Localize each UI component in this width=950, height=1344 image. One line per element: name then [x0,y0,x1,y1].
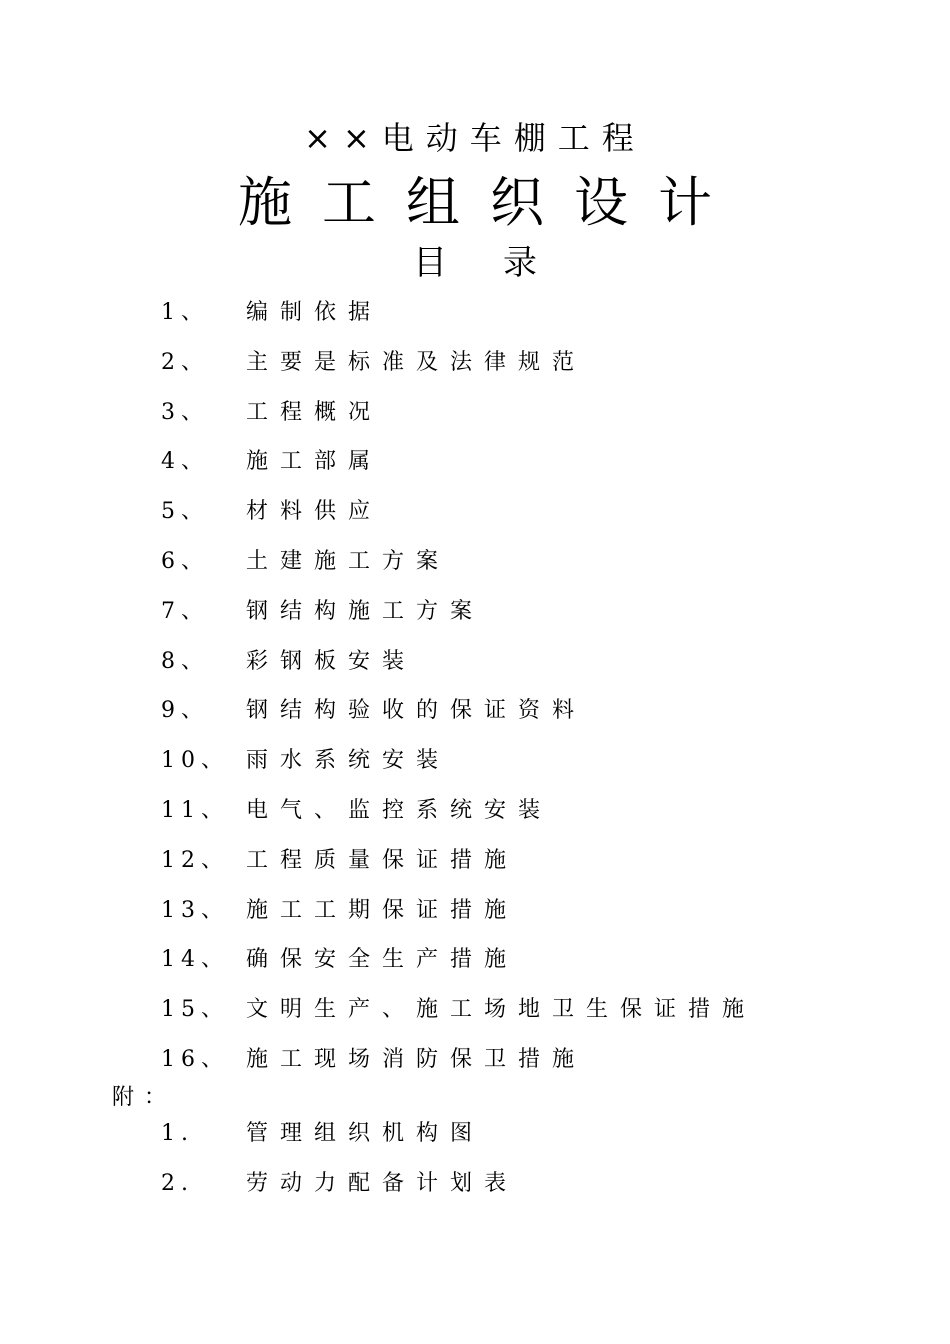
toc-item [0,392,950,442]
appendix-list [0,1113,950,1213]
appendix-label: 附： [112,1085,177,1110]
toc-item-number: 6、 [161,548,209,574]
toc-item-text: 文明生产、施工场地卫生保证措施 [246,997,757,1023]
toc-item-number: 12、 [161,847,229,873]
appendix-item-number: 1. [161,1121,194,1146]
appendix-item-text: 管理组织机构图 [246,1121,485,1146]
toc-item-number: 7、 [161,598,209,624]
toc-heading: 目录 [413,243,593,283]
toc-item [0,342,950,392]
document-title: 施工组织设计 [238,171,742,234]
toc-item [0,989,950,1039]
toc-item-text: 土建施工方案 [246,548,451,574]
toc-item-text: 工程质量保证措施 [246,847,519,873]
toc-item-text: 钢结构施工方案 [246,598,485,624]
toc-item-number: 3、 [161,399,209,425]
toc-item-number: 10、 [161,748,229,774]
toc-item-number: 4、 [161,449,209,475]
toc-item-text: 主要是标准及法律规范 [246,349,587,375]
project-subtitle: ××电动车棚工程 [304,119,646,157]
table-of-contents [0,292,950,1089]
toc-item-text: 材料供应 [246,499,383,525]
toc-item [0,641,950,691]
toc-item-number: 2、 [161,349,209,375]
toc-item-text: 施工现场消防保卫措施 [246,1046,587,1072]
toc-item-text: 施工部属 [246,449,383,475]
toc-item [0,441,950,491]
toc-item-text: 电气、监控系统安装 [246,797,553,823]
toc-item [0,690,950,740]
toc-item [0,491,950,541]
appendix-item-text: 劳动力配备计划表 [246,1170,519,1196]
toc-item-number: 1、 [161,300,209,325]
toc-item [0,890,950,940]
toc-item-number: 9、 [161,698,209,724]
toc-item-text: 施工工期保证措施 [246,897,519,923]
toc-item-text: 雨水系统安装 [246,748,451,774]
toc-item-number: 13、 [161,897,229,923]
toc-item [0,541,950,591]
toc-item [0,790,950,840]
toc-item-text: 编制依据 [246,300,383,325]
appendix-item [0,1163,950,1213]
toc-item-number: 5、 [161,499,209,525]
toc-item-number: 11、 [161,797,229,823]
toc-item-number: 8、 [161,648,209,674]
toc-item-number: 16、 [161,1046,229,1072]
toc-item [0,292,950,342]
toc-item [0,740,950,790]
toc-item-number: 15、 [161,997,229,1023]
toc-item-text: 确保安全生产措施 [246,947,519,973]
toc-item [0,840,950,890]
toc-item-number: 14、 [161,947,229,973]
appendix-item [0,1113,950,1163]
toc-item [0,591,950,641]
toc-item [0,939,950,989]
toc-item-text: 彩钢板安装 [246,648,417,674]
toc-item-text: 钢结构验收的保证资料 [246,698,587,724]
appendix-item-number: 2. [161,1170,194,1196]
toc-item-text: 工程概况 [246,399,383,425]
